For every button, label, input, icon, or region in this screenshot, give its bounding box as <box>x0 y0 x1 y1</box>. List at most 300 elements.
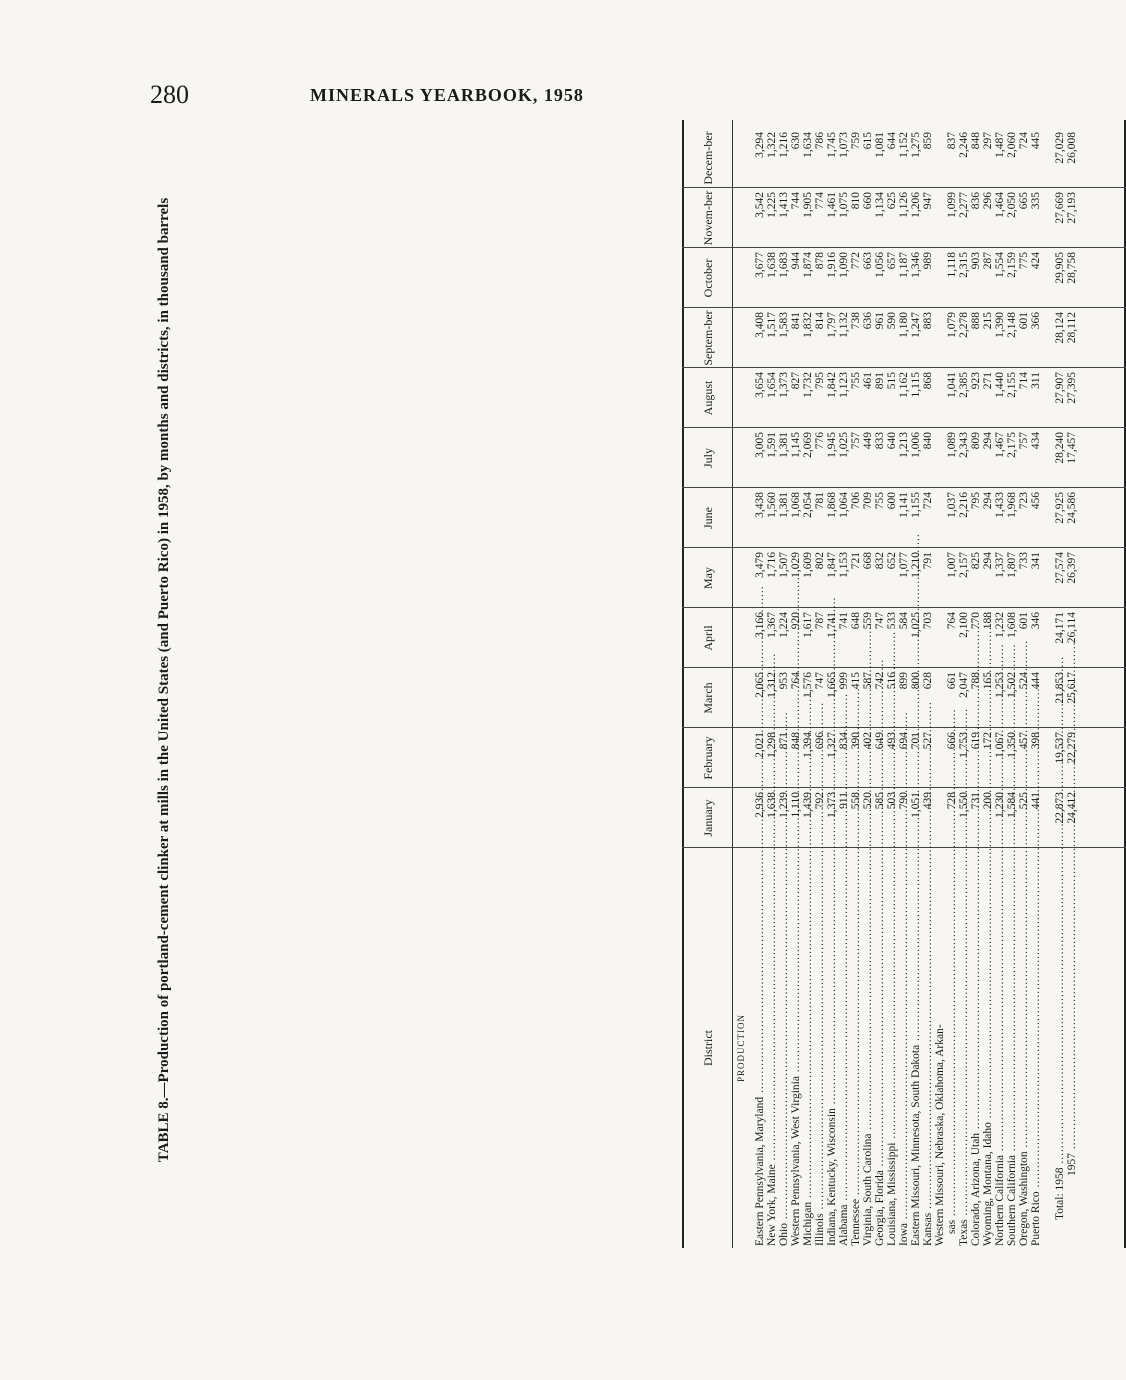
table-cell: 809 <box>970 432 982 450</box>
table-cell: 648 <box>850 612 862 630</box>
table-cell: 1,068 <box>790 492 802 518</box>
table-cell: 848 <box>970 132 982 150</box>
row-label: Colorado, Arizona, Utah ..... <box>970 848 982 1246</box>
table-cell: 165 <box>982 672 994 690</box>
table-cell: 2,021 <box>754 732 766 758</box>
table-cell: 733 <box>1018 552 1030 570</box>
table-cell: 759 <box>850 132 862 150</box>
table-cell: 1,051 <box>910 792 922 818</box>
table-cell: 1,006 <box>910 432 922 458</box>
table-cell: 666 <box>946 732 958 750</box>
table-cell: 461 <box>862 372 874 390</box>
table-cell: 776 <box>814 432 826 450</box>
table-cell: 27,925 <box>1054 492 1066 524</box>
table-cell: 456 <box>1030 492 1042 510</box>
table-cell: 584 <box>898 612 910 630</box>
table-cell: 775 <box>1018 252 1030 270</box>
table-cell: 781 <box>814 492 826 510</box>
table-cell: 398 <box>1030 732 1042 750</box>
table-cell: 601 <box>1018 612 1030 630</box>
table-cell: 640 <box>886 432 898 450</box>
table-cell: 723 <box>1018 492 1030 510</box>
table-cell: 3,438 <box>754 492 766 518</box>
table-cell: 516 <box>886 672 898 690</box>
table-cell: 294 <box>982 432 994 450</box>
table-cell: 1,390 <box>994 312 1006 338</box>
table-cell: 755 <box>874 492 886 510</box>
table-cell: 786 <box>814 132 826 150</box>
table-cell: 800 <box>910 672 922 690</box>
table-cell: 28,758 <box>1066 252 1078 284</box>
table-cell: 1,187 <box>898 252 910 278</box>
table-cell: 1,216 <box>778 132 790 158</box>
table-cell: 791 <box>922 552 934 570</box>
table-cell: 1,583 <box>778 312 790 338</box>
header-month: January <box>700 799 715 837</box>
table-cell: 2,936 <box>754 792 766 818</box>
table-cell: 1,440 <box>994 372 1006 398</box>
table-cell: 2,155 <box>1006 372 1018 398</box>
table-cell: 600 <box>886 492 898 510</box>
table-cell: 772 <box>850 252 862 270</box>
table-cell: 1,134 <box>874 192 886 218</box>
table-cell: 810 <box>850 192 862 210</box>
table-cell: 1,945 <box>826 432 838 458</box>
table-cell: 741 <box>838 612 850 630</box>
table-cell: 1,118 <box>946 252 958 278</box>
table-cell: 1,741 <box>826 612 838 638</box>
table-cell: 619 <box>970 732 982 750</box>
table-cell: 28,240 <box>1054 432 1066 464</box>
table-cell: 2,054 <box>802 492 814 518</box>
table-cell: 883 <box>922 312 934 330</box>
table-cell: 524 <box>1018 672 1030 690</box>
row-label: Southern California ..... <box>1006 848 1018 1246</box>
table-cell: 668 <box>862 552 874 570</box>
table-cell: 944 <box>790 252 802 270</box>
table-cell: 953 <box>778 672 790 690</box>
header-district: District <box>700 1030 715 1066</box>
table-cell: 1,502 <box>1006 672 1018 698</box>
page-number: 280 <box>150 80 189 109</box>
table-cell: 27,574 <box>1054 552 1066 584</box>
table-cell: 989 <box>922 252 934 270</box>
table-cell: 714 <box>1018 372 1030 390</box>
table-cell: 724 <box>1018 132 1030 150</box>
table-cell: 27,907 <box>1054 372 1066 404</box>
table-cell: 1,180 <box>898 312 910 338</box>
table-cell: 1,905 <box>802 192 814 218</box>
table-cell: 1,753 <box>958 732 970 758</box>
table-cell: 1,213 <box>898 432 910 458</box>
row-label: Western Missouri, Nebraska, Oklahoma, Arkan- <box>934 1024 946 1246</box>
table-cell: 787 <box>814 612 826 630</box>
row-label: Georgia, Florida ..... <box>874 848 886 1246</box>
table-cell: 27,669 <box>1054 192 1066 224</box>
table-cell: 836 <box>970 192 982 210</box>
row-label: Alabama ..... <box>838 848 850 1246</box>
table-cell: 2,315 <box>958 252 970 278</box>
table-cell: 1,634 <box>802 132 814 158</box>
table-cell: 999 <box>838 672 850 690</box>
table-cell: 1,337 <box>994 552 1006 578</box>
row-label: Indiana, Kentucky, Wisconsin ..... <box>826 848 838 1246</box>
table-cell: 788 <box>970 672 982 690</box>
table-cell: 802 <box>814 552 826 570</box>
table-cell: 533 <box>886 612 898 630</box>
table-cell: 2,175 <box>1006 432 1018 458</box>
table-cell: 188 <box>982 612 994 630</box>
table-cell: 1,461 <box>826 192 838 218</box>
table-cell: 1,464 <box>994 192 1006 218</box>
table-cell: 827 <box>790 372 802 390</box>
header-month: Septem-ber <box>700 310 715 366</box>
table-cell: 1,132 <box>838 312 850 338</box>
table-cell: 1,608 <box>1006 612 1018 638</box>
table-cell: 445 <box>1030 132 1042 150</box>
table-cell: 29,905 <box>1054 252 1066 284</box>
header-month: Novem-ber <box>700 190 715 246</box>
table-cell: 832 <box>874 552 886 570</box>
table-cell: 657 <box>886 252 898 270</box>
row-label: New York, Maine ..... <box>766 848 778 1246</box>
table-cell: 296 <box>982 192 994 210</box>
table-cell: 709 <box>862 492 874 510</box>
table-cell: 1,153 <box>838 552 850 578</box>
header-month: Decem-ber <box>700 131 715 185</box>
table-cell: 1,253 <box>994 672 1006 698</box>
table-cell: 2,277 <box>958 192 970 218</box>
table-cell: 335 <box>1030 192 1042 210</box>
table-cell: 728 <box>946 792 958 810</box>
table-cell: 3,408 <box>754 312 766 338</box>
table-cell: 24,171 <box>1054 612 1066 644</box>
table-cell: 911 <box>838 792 850 809</box>
row-label: Iowa ..... <box>898 848 910 1246</box>
table-cell: 1,874 <box>802 252 814 278</box>
table-cell: 558 <box>850 792 862 810</box>
table-cell: 1,868 <box>826 492 838 518</box>
table-cell: 1,123 <box>838 372 850 398</box>
table-cell: 585 <box>874 792 886 810</box>
table-cell: 1,367 <box>766 612 778 638</box>
table-cell: 848 <box>790 732 802 750</box>
table-cell: 1,079 <box>946 312 958 338</box>
table-cell: 1,832 <box>802 312 814 338</box>
table-cell: 587 <box>862 672 874 690</box>
table-cell: 1,413 <box>778 192 790 218</box>
table-cell: 871 <box>778 732 790 750</box>
table-cell: 3,654 <box>754 372 766 398</box>
table-cell: 503 <box>886 792 898 810</box>
table-cell: 441 <box>1030 792 1042 810</box>
table-cell: 721 <box>850 552 862 570</box>
table-cell: 899 <box>898 672 910 690</box>
table-cell: 742 <box>874 672 886 690</box>
table-cell: 1,230 <box>994 792 1006 818</box>
table-cell: 903 <box>970 252 982 270</box>
table-cell: 444 <box>1030 672 1042 690</box>
table-cell: 21,853 <box>1054 672 1066 704</box>
table-cell: 27,193 <box>1066 192 1078 224</box>
table-cell: 1,350 <box>1006 732 1018 758</box>
table-cell: 1,373 <box>778 372 790 398</box>
table-cell: 757 <box>850 432 862 450</box>
table-cell: 1,029 <box>790 552 802 578</box>
table-cell: 2,216 <box>958 492 970 518</box>
table-cell: 1,089 <box>946 432 958 458</box>
table-cell: 1,232 <box>994 612 1006 638</box>
table-cell: 1,576 <box>802 672 814 698</box>
table-cell: 2,065 <box>754 672 766 698</box>
table-cell: 493 <box>886 732 898 750</box>
row-label: Western Pennsylvania, West Virginia ..... <box>790 848 802 1246</box>
table-cell: 1,654 <box>766 372 778 398</box>
table-cell: 1,145 <box>790 432 802 458</box>
table-cell: 457 <box>1018 732 1030 750</box>
table-cell: 1,155 <box>910 492 922 518</box>
table-cell: 527 <box>922 732 934 750</box>
table-cell: 840 <box>922 432 934 450</box>
table-cell: 757 <box>1018 432 1030 450</box>
table-cell: 390 <box>850 732 862 750</box>
table-cell: 644 <box>886 132 898 150</box>
table-cell: 1,381 <box>778 492 790 518</box>
table-cell: 1,346 <box>910 252 922 278</box>
table-cell: 841 <box>790 312 802 330</box>
table-cell: 3,542 <box>754 192 766 218</box>
table-cell: 1,609 <box>802 552 814 578</box>
table-cell: 755 <box>850 372 862 390</box>
table-cell: 2,157 <box>958 552 970 578</box>
table-cell: 868 <box>922 372 934 390</box>
table-cell: 770 <box>970 612 982 630</box>
table-cell: 2,050 <box>1006 192 1018 218</box>
table-cell: 747 <box>874 612 886 630</box>
table-cell: 200 <box>982 792 994 810</box>
table-caption: TABLE 8.—Production of portland-cement clinker at mills in the United States (and Puerto Rico) in 1958, by months and districts, in thousand barrels <box>156 197 172 1163</box>
table-cell: 837 <box>946 132 958 150</box>
table-cell: 795 <box>814 372 826 390</box>
table-cell: 1,210 <box>910 552 922 578</box>
table-cell: 1,507 <box>778 552 790 578</box>
row-label: Louisiana, Mississippi ..... <box>886 848 898 1246</box>
table-cell: 878 <box>814 252 826 270</box>
table-cell: 636 <box>862 312 874 330</box>
table-cell: 744 <box>790 192 802 210</box>
table-cell: 24,586 <box>1066 492 1078 524</box>
table-cell: 923 <box>970 372 982 390</box>
table-cell: 2,148 <box>1006 312 1018 338</box>
header-month: July <box>700 448 715 469</box>
table-cell: 947 <box>922 192 934 210</box>
table-cell: 28,124 <box>1054 312 1066 344</box>
table-cell: 22,873 <box>1054 792 1066 824</box>
table-cell: 747 <box>814 672 826 690</box>
table-cell: 1,312 <box>766 672 778 698</box>
table-cell: 1,373 <box>826 792 838 818</box>
table-cell: 630 <box>790 132 802 150</box>
table-cell: 1,239 <box>778 792 790 818</box>
table-cell: 649 <box>874 732 886 750</box>
row-label: Texas ..... <box>958 848 970 1246</box>
table-cell: 26,008 <box>1066 132 1078 164</box>
table-cell: 402 <box>862 732 874 750</box>
table-cell: 1,745 <box>826 132 838 158</box>
table-cell: 731 <box>970 792 982 810</box>
table-cell: 1,081 <box>874 132 886 158</box>
table-cell: 1,617 <box>802 612 814 638</box>
row-label: Puerto Rico ..... <box>1030 848 1042 1246</box>
table-cell: 1,225 <box>766 192 778 218</box>
table-cell: 1,115 <box>910 372 922 398</box>
table-cell: 26,397 <box>1066 552 1078 584</box>
table-cell: 1,247 <box>910 312 922 338</box>
table-cell: 1,968 <box>1006 492 1018 518</box>
row-label: Oregon, Washington ..... <box>1018 848 1030 1246</box>
table-cell: 2,278 <box>958 312 970 338</box>
cement-clinker-table <box>682 120 1126 1248</box>
table-cell: 1,025 <box>910 612 922 638</box>
table-cell: 1,554 <box>994 252 1006 278</box>
table-cell: 3,166 <box>754 612 766 638</box>
table-cell: 738 <box>850 312 862 330</box>
table-cell: 1,141 <box>898 492 910 518</box>
row-label-continuation: sas ..... <box>946 848 958 1246</box>
table-cell: 1,275 <box>910 132 922 158</box>
table-cell: 1,807 <box>1006 552 1018 578</box>
table-cell: 888 <box>970 312 982 330</box>
table-cell: 22,279 <box>1066 732 1078 764</box>
table-cell: 601 <box>1018 312 1030 330</box>
table-cell: 1,152 <box>898 132 910 158</box>
table-cell: 660 <box>862 192 874 210</box>
table-cell: 615 <box>862 132 874 150</box>
running-head: MINERALS YEARBOOK, 1958 <box>310 85 584 105</box>
row-label: Tennessee ..... <box>850 848 862 1246</box>
table-cell: 1,025 <box>838 432 850 458</box>
table-cell: 1,099 <box>946 192 958 218</box>
table-cell: 1,732 <box>802 372 814 398</box>
table-cell: 625 <box>886 192 898 210</box>
table-cell: 515 <box>886 372 898 390</box>
header-month: March <box>700 682 715 714</box>
total-label: Total: 1958 ..... <box>1054 848 1066 1246</box>
table-cell: 663 <box>862 252 874 270</box>
table-cell: 366 <box>1030 312 1042 330</box>
table-cell: 434 <box>1030 432 1042 450</box>
table-cell: 1,797 <box>826 312 838 338</box>
table-cell: 27,029 <box>1054 132 1066 164</box>
table-cell: 790 <box>898 792 910 810</box>
table-cell: 2,069 <box>802 432 814 458</box>
table-cell: 833 <box>874 432 886 450</box>
table-cell: 665 <box>1018 192 1030 210</box>
table-cell: 764 <box>946 612 958 630</box>
table-cell: 590 <box>886 312 898 330</box>
row-label: Virginia, South Carolina ..... <box>862 848 874 1246</box>
table-cell: 1,056 <box>874 252 886 278</box>
table-cell: 294 <box>982 552 994 570</box>
table-cell: 920 <box>790 612 802 630</box>
table-cell: 3,294 <box>754 132 766 158</box>
table-cell: 1,439 <box>802 792 814 818</box>
row-label: Kansas ..... <box>922 848 934 1246</box>
header-month: October <box>700 258 715 298</box>
table-cell: 1,162 <box>898 372 910 398</box>
table-cell: 661 <box>946 672 958 690</box>
table-cell: 311 <box>1030 372 1042 389</box>
header-rule <box>732 120 733 1248</box>
header-month: August <box>700 380 715 416</box>
table-cell: 774 <box>814 192 826 210</box>
table-cell: 1,206 <box>910 192 922 218</box>
table-cell: 1,077 <box>898 552 910 578</box>
table-cell: 1,842 <box>826 372 838 398</box>
table-cell: 701 <box>910 732 922 750</box>
table-cell: 449 <box>862 432 874 450</box>
table-cell: 764 <box>790 672 802 690</box>
table-cell: 1,584 <box>1006 792 1018 818</box>
table-cell: 834 <box>838 732 850 750</box>
table-cell: 424 <box>1030 252 1042 270</box>
table-cell: 1,007 <box>946 552 958 578</box>
table-cell: 1,683 <box>778 252 790 278</box>
table-cell: 1,075 <box>838 192 850 218</box>
table-cell: 706 <box>850 492 862 510</box>
table-cell: 1,041 <box>946 372 958 398</box>
table-cell: 215 <box>982 312 994 330</box>
table-cell: 19,537 <box>1054 732 1066 764</box>
table-cell: 1,327 <box>826 732 838 758</box>
table-cell: 1,064 <box>838 492 850 518</box>
table-cell: 1,550 <box>958 792 970 818</box>
table-cell: 703 <box>922 612 934 630</box>
table-cell: 27,395 <box>1066 372 1078 404</box>
table-cell: 1,126 <box>898 192 910 218</box>
table-cell: 1,298 <box>766 732 778 758</box>
table-cell: 1,517 <box>766 312 778 338</box>
table-cell: 1,847 <box>826 552 838 578</box>
table-cell: 1,037 <box>946 492 958 518</box>
table-cell: 2,385 <box>958 372 970 398</box>
row-label: Ohio ..... <box>778 848 790 1246</box>
table-cell: 1,433 <box>994 492 1006 518</box>
table-cell: 628 <box>922 672 934 690</box>
table-cell: 559 <box>862 612 874 630</box>
table-cell: 1,394 <box>802 732 814 758</box>
table-cell: 2,100 <box>958 612 970 638</box>
table-cell: 694 <box>898 732 910 750</box>
header-month: May <box>700 567 715 589</box>
table-cell: 859 <box>922 132 934 150</box>
table-cell: 2,159 <box>1006 252 1018 278</box>
table-cell: 1,322 <box>766 132 778 158</box>
table-cell: 814 <box>814 312 826 330</box>
table-cell: 25,617 <box>1066 672 1078 704</box>
table-cell: 1,073 <box>838 132 850 158</box>
table-cell: 825 <box>970 552 982 570</box>
table-cell: 2,343 <box>958 432 970 458</box>
total-label: 1957 ..... <box>1066 848 1078 1246</box>
table-cell: 724 <box>922 492 934 510</box>
table-cell: 652 <box>886 552 898 570</box>
table-cell: 1,110 <box>790 792 802 818</box>
table-cell: 1,560 <box>766 492 778 518</box>
table-cell: 2,060 <box>1006 132 1018 158</box>
header-month: February <box>700 736 715 780</box>
table-cell: 525 <box>1018 792 1030 810</box>
